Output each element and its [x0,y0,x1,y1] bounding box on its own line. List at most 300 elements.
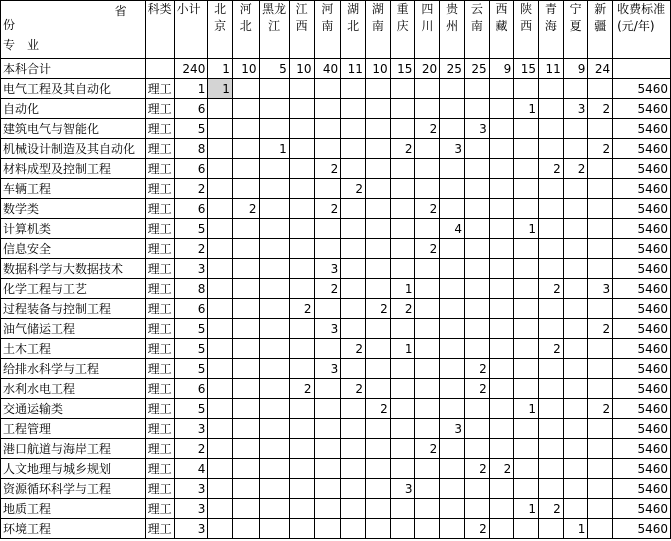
province-quota [489,119,514,139]
subtotal: 1 [174,79,208,99]
province-quota [440,279,465,299]
province-quota: 2 [588,139,613,159]
province-quota [464,99,489,119]
province-quota [259,219,289,239]
province-quota [563,479,588,499]
province-quota [440,259,465,279]
province-quota: 3 [588,279,613,299]
province-quota: 2 [539,339,564,359]
province-quota [259,319,289,339]
province-quota [341,279,366,299]
province-quota [365,439,390,459]
province-quota [289,239,314,259]
province-quota [440,339,465,359]
province-quota [440,479,465,499]
province-quota [489,299,514,319]
province-quota [464,239,489,259]
province-quota [232,79,259,99]
header-row [1,1,671,59]
province-quota: 2 [489,459,514,479]
province-quota [440,399,465,419]
category: 理工 [145,199,174,219]
fee: 5460 [613,79,671,99]
province-quota [415,139,440,159]
subtotal: 5 [174,359,208,379]
province-quota [314,179,341,199]
province-quota [289,199,314,219]
province-quota [289,419,314,439]
province-quota [232,419,259,439]
fee: 5460 [613,319,671,339]
category: 理工 [145,379,174,399]
province-quota [588,519,613,539]
province-quota [314,399,341,419]
province-quota [588,459,613,479]
province-quota [289,279,314,299]
header-province-label: 省 [114,4,127,18]
province-quota [563,499,588,519]
province-quota [365,359,390,379]
province-quota [232,519,259,539]
province-quota: 3 [464,119,489,139]
province-quota: 2 [588,99,613,119]
province-quota [208,319,233,339]
major-name: 信息安全 [1,239,146,259]
province-quota [563,439,588,459]
province-quota [489,319,514,339]
province-quota [440,199,465,219]
province-quota [341,79,366,99]
province-quota [341,159,366,179]
province-quota: 1 [208,79,233,99]
total-label: 本科合计 [1,59,146,79]
province-quota: 1 [390,279,415,299]
province-quota: 2 [365,399,390,419]
category: 理工 [145,99,174,119]
header-province: 云南 [464,1,489,59]
header-province: 河北 [232,1,259,59]
fee: 5460 [613,519,671,539]
total-row [1,59,671,79]
table-row [1,439,671,459]
subtotal: 2 [174,239,208,259]
table-row [1,339,671,359]
province-quota [314,479,341,499]
province-quota [341,219,366,239]
province-quota [588,379,613,399]
province-quota [440,499,465,519]
province-quota [563,239,588,259]
province-quota [390,159,415,179]
province-quota [289,339,314,359]
province-quota [514,299,539,319]
province-quota [539,359,564,379]
province-quota [314,499,341,519]
table-row [1,299,671,319]
province-quota [208,459,233,479]
province-quota [539,299,564,319]
province-quota [489,519,514,539]
province-quota [489,199,514,219]
major-name: 车辆工程 [1,179,146,199]
subtotal: 6 [174,159,208,179]
province-quota [563,399,588,419]
total-province-value: 10 [289,59,314,79]
province-quota [259,79,289,99]
province-quota: 1 [514,99,539,119]
header-province: 北京 [208,1,233,59]
province-quota [514,239,539,259]
province-quota [415,179,440,199]
category: 理工 [145,359,174,379]
major-name: 自动化 [1,99,146,119]
province-quota [440,179,465,199]
province-quota [563,179,588,199]
province-quota [489,359,514,379]
province-quota [415,299,440,319]
table-row [1,239,671,259]
header-province: 青海 [539,1,564,59]
province-quota [232,499,259,519]
fee: 5460 [613,199,671,219]
header-category: 科类 [145,1,174,59]
province-quota: 2 [289,379,314,399]
province-quota [464,159,489,179]
province-quota [365,139,390,159]
province-quota [588,219,613,239]
province-quota [588,419,613,439]
total-province-value: 1 [208,59,233,79]
province-quota [588,259,613,279]
table-row [1,99,671,119]
total-province-value: 25 [440,59,465,79]
province-quota [259,279,289,299]
province-quota: 1 [514,399,539,419]
province-quota [514,439,539,459]
province-quota [415,259,440,279]
fee: 5460 [613,359,671,379]
province-quota [259,399,289,419]
province-quota [289,499,314,519]
province-quota [514,279,539,299]
province-quota: 2 [415,239,440,259]
table-row [1,119,671,139]
province-quota [259,299,289,319]
province-quota: 1 [563,519,588,539]
total-province-value: 25 [464,59,489,79]
province-quota [341,459,366,479]
fee: 5460 [613,259,671,279]
province-quota [464,199,489,219]
province-quota [232,219,259,239]
major-name: 地质工程 [1,499,146,519]
subtotal: 5 [174,319,208,339]
total-subtotal: 240 [174,59,208,79]
province-quota [208,299,233,319]
subtotal: 4 [174,459,208,479]
province-quota [259,479,289,499]
category: 理工 [145,179,174,199]
province-quota [289,519,314,539]
province-quota [289,99,314,119]
total-category [145,59,174,79]
total-province-value: 15 [514,59,539,79]
total-province-value: 9 [563,59,588,79]
province-quota [365,119,390,139]
province-quota [489,239,514,259]
province-quota [208,399,233,419]
total-province-value: 20 [415,59,440,79]
table-row [1,79,671,99]
province-quota [390,379,415,399]
province-quota [489,159,514,179]
province-quota: 2 [390,299,415,319]
header-fee: 收费标准(元/年) [613,1,671,59]
major-name: 建筑电气与智能化 [1,119,146,139]
province-quota [588,159,613,179]
subtotal: 2 [174,179,208,199]
province-quota [514,339,539,359]
header-province: 重庆 [390,1,415,59]
province-quota [208,119,233,139]
province-quota [539,139,564,159]
province-quota [314,219,341,239]
province-quota [259,339,289,359]
major-name: 机械设计制造及其自动化 [1,139,146,159]
header-province: 宁夏 [563,1,588,59]
table-row [1,359,671,379]
province-quota [341,199,366,219]
province-quota [390,439,415,459]
header-province: 湖北 [341,1,366,59]
province-quota [563,299,588,319]
province-quota [259,99,289,119]
province-quota [289,79,314,99]
fee: 5460 [613,159,671,179]
subtotal: 6 [174,299,208,319]
province-quota [563,139,588,159]
province-quota [588,239,613,259]
province-quota [232,479,259,499]
province-quota [563,119,588,139]
province-quota [259,519,289,539]
header-province: 新疆 [588,1,613,59]
province-quota [365,519,390,539]
subtotal: 2 [174,439,208,459]
province-quota [341,119,366,139]
province-quota [464,479,489,499]
subtotal: 3 [174,479,208,499]
province-quota [341,499,366,519]
category: 理工 [145,479,174,499]
province-quota [464,419,489,439]
province-quota [365,379,390,399]
province-quota: 2 [563,159,588,179]
province-quota [365,99,390,119]
province-quota [232,319,259,339]
province-quota [588,339,613,359]
total-province-value: 40 [314,59,341,79]
province-quota [489,139,514,159]
province-quota: 2 [415,439,440,459]
subtotal: 3 [174,499,208,519]
province-quota [365,499,390,519]
province-quota [489,399,514,419]
category: 理工 [145,459,174,479]
category: 理工 [145,299,174,319]
fee: 5460 [613,219,671,239]
province-quota [464,319,489,339]
province-quota [563,259,588,279]
province-quota [563,79,588,99]
province-quota [415,279,440,299]
province-quota [390,239,415,259]
category: 理工 [145,439,174,459]
province-quota: 2 [341,379,366,399]
province-quota [464,179,489,199]
subtotal: 6 [174,99,208,119]
category: 理工 [145,219,174,239]
province-quota [514,79,539,99]
category: 理工 [145,499,174,519]
province-quota: 1 [390,339,415,359]
major-name: 资源循环科学与工程 [1,479,146,499]
subtotal: 3 [174,259,208,279]
fee: 5460 [613,239,671,259]
province-quota [289,459,314,479]
province-quota [489,279,514,299]
fee: 5460 [613,299,671,319]
total-province-value: 15 [390,59,415,79]
province-quota [208,359,233,379]
province-quota [314,119,341,139]
province-quota [232,159,259,179]
total-province-value: 10 [365,59,390,79]
province-quota [464,399,489,419]
province-quota [415,479,440,499]
province-quota [563,319,588,339]
province-quota: 2 [539,499,564,519]
province-quota [365,159,390,179]
province-quota [514,359,539,379]
province-quota: 3 [314,319,341,339]
province-quota [314,239,341,259]
province-quota: 2 [539,159,564,179]
category: 理工 [145,319,174,339]
province-quota [415,359,440,379]
total-province-value: 5 [259,59,289,79]
province-quota [514,419,539,439]
province-quota [232,439,259,459]
province-quota [415,99,440,119]
province-quota: 2 [464,459,489,479]
province-quota [341,519,366,539]
province-quota [390,199,415,219]
province-quota [289,359,314,379]
province-quota: 2 [314,279,341,299]
major-name: 化学工程与工艺 [1,279,146,299]
major-name: 交通运输类 [1,399,146,419]
province-quota [365,479,390,499]
province-quota [514,139,539,159]
header-province: 河南 [314,1,341,59]
province-quota [232,239,259,259]
province-quota: 2 [289,299,314,319]
category: 理工 [145,339,174,359]
table-row [1,319,671,339]
province-quota: 2 [415,199,440,219]
province-quota [514,159,539,179]
subtotal: 3 [174,419,208,439]
province-quota [289,259,314,279]
province-quota [232,359,259,379]
province-quota [232,179,259,199]
province-quota [314,139,341,159]
province-quota [415,399,440,419]
province-quota [440,239,465,259]
province-quota: 2 [341,339,366,359]
province-quota: 2 [464,359,489,379]
province-quota [341,139,366,159]
category: 理工 [145,519,174,539]
subtotal: 5 [174,339,208,359]
province-quota [314,339,341,359]
province-quota: 2 [415,119,440,139]
province-quota [464,259,489,279]
total-province-value: 10 [232,59,259,79]
total-province-value: 11 [341,59,366,79]
province-quota [289,219,314,239]
province-quota [440,439,465,459]
province-quota [208,159,233,179]
province-quota [563,279,588,299]
province-quota [514,119,539,139]
header-province: 陕西 [514,1,539,59]
province-quota [514,199,539,219]
province-quota [588,439,613,459]
province-quota [440,319,465,339]
province-quota [415,519,440,539]
header-province: 四川 [415,1,440,59]
total-fee [613,59,671,79]
province-quota [514,179,539,199]
province-quota [208,439,233,459]
province-quota [259,459,289,479]
province-quota [365,179,390,199]
province-quota [390,419,415,439]
fee: 5460 [613,479,671,499]
province-quota [341,479,366,499]
province-quota [390,459,415,479]
table-row [1,499,671,519]
province-quota [341,439,366,459]
province-quota [289,179,314,199]
province-quota [208,219,233,239]
province-quota: 3 [440,419,465,439]
province-quota [464,439,489,459]
category: 理工 [145,159,174,179]
province-quota [232,99,259,119]
province-quota [489,379,514,399]
province-quota [208,179,233,199]
province-quota: 2 [588,399,613,419]
province-quota [259,159,289,179]
province-quota [259,259,289,279]
province-quota: 2 [588,319,613,339]
province-quota [259,179,289,199]
province-quota [390,499,415,519]
province-quota: 2 [232,199,259,219]
